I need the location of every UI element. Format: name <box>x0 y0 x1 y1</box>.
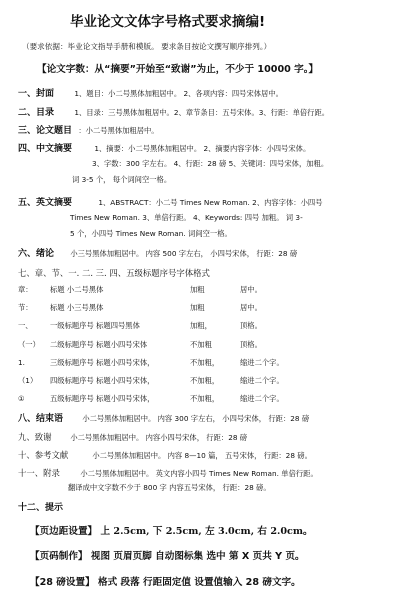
requirement-basis: （要求依据：毕业论文指导手册和模版。 要求条目按论文撰写顺序排列。） <box>22 42 272 51</box>
appendix-item <box>18 468 318 479</box>
appendix-line-1: 小二号黑体加粗居中。 英文内容小四号 Times New Roman. 单倍行距。 <box>80 469 318 478</box>
topic-label: 三、论文题目 <box>18 126 73 136</box>
appendix-line-2: 翻译成中文字数不少于 800 字 内容五号宋体， 行距：28 磅。 <box>68 483 271 492</box>
appendix-label: 十一、附录 <box>18 468 60 478</box>
refs-item <box>18 450 312 461</box>
intro-text: 小三号黑体加粗居中。 内容 500 字左右， 小四号宋体， 行距：28 磅 <box>70 249 298 258</box>
line-spacing-note: 【28 磅设置】 格式 段落 行距固定值 设置值输入 28 磅文字。 <box>30 577 301 588</box>
chapter-row-number: 节： <box>18 303 33 312</box>
conclusion-label: 八、结束语 <box>18 414 64 424</box>
margin-setting-note: 【页边距设置】 上 2.5cm, 下 2.5cm, 左 3.0cm, 右 2.0cm。 <box>30 526 313 537</box>
word-count-requirement: 【论文字数：从“摘要”开始至“致谢”为止，不少于 10000 字。】 <box>37 64 319 75</box>
chapter-row-weight: 不加粗 <box>190 340 212 349</box>
chapter-row-alignment: 顶格。 <box>240 340 262 349</box>
cn-abstract-line-3: 词 3-5 个， 每个词间空一格。 <box>72 175 172 184</box>
chapter-row-number: 章： <box>18 285 33 294</box>
en-abstract-line-3: 5 个，小四号 Times New Roman. 词间空一格。 <box>70 229 232 238</box>
toc-label: 二、目录 <box>18 108 55 118</box>
chapter-row-title: 四级标题序号 标题小四号宋体， <box>50 376 155 385</box>
en-abstract-label: 五、英文摘要 <box>18 198 73 208</box>
intro-label: 六、绪论 <box>18 249 55 259</box>
en-abstract-item <box>18 198 323 209</box>
topic-item <box>18 126 159 137</box>
tips-label: 十二、提示 <box>18 503 64 513</box>
refs-text: 小二号黑体加粗居中。 内容 8—10 篇， 五号宋体， 行距：28 磅。 <box>92 451 312 460</box>
chapter-format-heading: 七、章、节、一. 二. 三. 四、五级标题序号字体格式 <box>18 268 210 278</box>
topic-text: ：小二号黑体加粗居中。 <box>78 126 159 135</box>
chapter-row-number: ① <box>18 394 25 403</box>
chapter-row-title: 三级标题序号 标题小四号宋体， <box>50 358 155 367</box>
cover-item <box>18 89 283 100</box>
chapter-row-title: 一级标题序号 标题四号黑体 <box>50 321 140 330</box>
chapter-row-title: 标题 小二号黑体 <box>50 285 104 294</box>
chapter-row-weight: 加粗 <box>190 285 205 294</box>
chapter-row-alignment: 居中。 <box>240 285 262 294</box>
cn-abstract-item <box>18 144 310 155</box>
chapter-row-alignment: 缩进二个字。 <box>240 376 284 385</box>
chapter-row-title: 标题 小三号黑体 <box>50 303 104 312</box>
cover-label: 一、封面 <box>18 89 55 99</box>
chapter-row-weight: 加粗 <box>190 303 205 312</box>
chapter-row-title: 二级标题序号 标题小四号宋体 <box>50 340 148 349</box>
chapter-row-title: 五级标题序号 标题小四号宋体， <box>50 394 155 403</box>
chapter-row-alignment: 顶格。 <box>240 321 262 330</box>
chapter-row-weight: 不加粗， <box>190 376 220 385</box>
cn-abstract-line-2: 3、字数：300 字左右。 4、行距：28 磅 5、关键词：四号宋体，加粗。 <box>92 159 329 168</box>
en-abstract-line-2: Times New Roman. 3、单倍行距。 4、Keywords: 四号 加粗。 词 3- <box>70 213 303 222</box>
chapter-row-number: 一、 <box>18 321 33 330</box>
page-number-note: 【页码制作】 视图 页眉页脚 自动图标集 选中 第 X 页共 Y 页。 <box>30 551 305 562</box>
en-abstract-line-1: 1、ABSTRACT：小二号 Times New Roman. 2、内容字体：小四号 <box>98 198 323 207</box>
chapter-row-weight: 不加粗， <box>190 358 220 367</box>
chapter-row-number: 1. <box>18 358 25 367</box>
chapter-row-weight: 加粗， <box>190 321 212 330</box>
chapter-row-number: （一） <box>18 340 40 349</box>
thanks-text: 小二号黑体加粗居中。 内容小四号宋体， 行距：28 磅 <box>70 433 248 442</box>
toc-item <box>18 108 329 119</box>
cover-text: 1、题目：小二号黑体加粗居中。 2、各项内容：四号宋体居中。 <box>74 89 283 98</box>
cn-abstract-line-1: 1、摘要：小二号黑体加粗居中。 2、摘要内容字体：小四号宋体。 <box>94 144 311 153</box>
refs-label: 十、参考文献 <box>18 450 69 460</box>
chapter-row-alignment: 居中。 <box>240 303 262 312</box>
chapter-row-alignment: 缩进二个字。 <box>240 394 284 403</box>
thanks-item <box>18 432 247 443</box>
intro-item <box>18 249 297 260</box>
chapter-row-number: （1） <box>18 376 38 385</box>
conclusion-text: 小二号黑体加粗居中。 内容 300 字左右， 小四号宋体， 行距：28 磅 <box>82 414 310 423</box>
cn-abstract-label: 四、中文摘要 <box>18 144 73 154</box>
conclusion-item <box>18 414 309 425</box>
thanks-label: 九、致谢 <box>18 432 52 442</box>
chapter-row-alignment: 缩进二个字。 <box>240 358 284 367</box>
document-title: 毕业论文文体字号格式要求摘编! <box>70 14 266 30</box>
chapter-row-weight: 不加粗， <box>190 394 220 403</box>
toc-text: 1、目录：三号黑体加粗居中。2、章节条目：五号宋体。3、行距：单倍行距。 <box>74 108 330 117</box>
